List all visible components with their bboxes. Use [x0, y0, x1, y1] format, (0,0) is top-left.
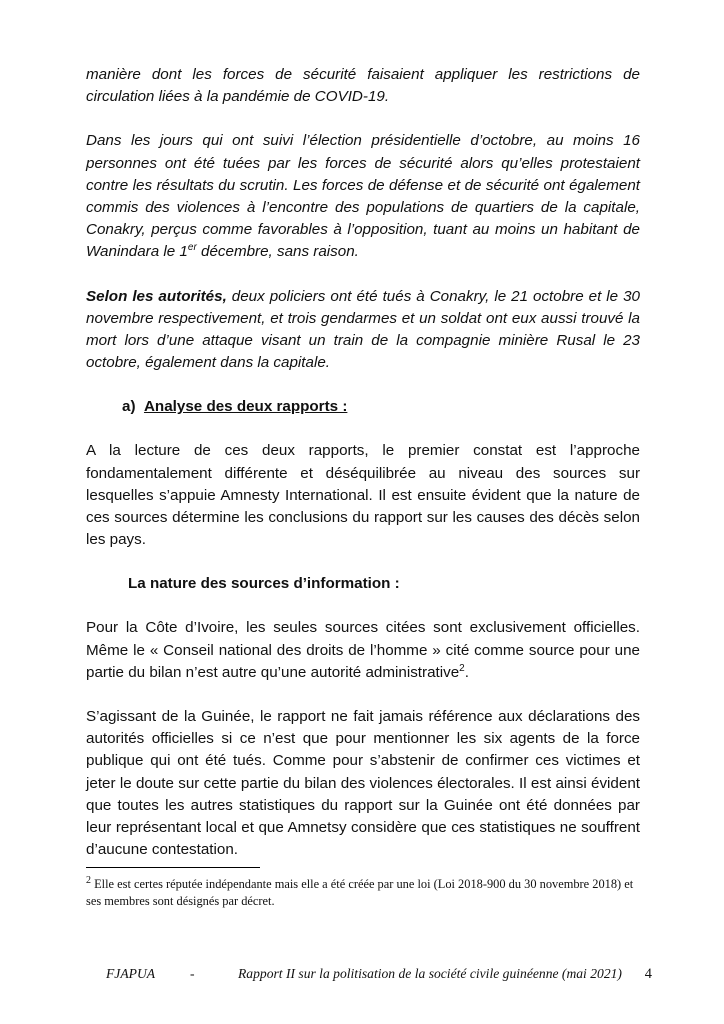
page-number: 4 [644, 966, 652, 982]
authorities-lead: Selon les autorités, [86, 287, 227, 305]
paragraph-guinee: S’agissant de la Guinée, le rapport ne fait jamais référence aux déclarations des autorités officielles si ce n’est que pour mentionner les six agents de la force publique qui ont été tués. Comme pour s’abstenir de confirmer ces victimes et jeter le doute sur cette partie du bilan des violences électorales. Il est ainsi évident que toutes les autres statistiques du rapport sur la Guinée ont été données par leur représentant local et que Amnetsy considère que ces statistiques ne souffrent d’aucune contestation. [86, 708, 640, 859]
page-footer [106, 966, 652, 983]
paragraph-covid-restrictions: manière dont les forces de sécurité faisaient appliquer les restrictions de circulation liées à la pandémie de COVID-19. [86, 66, 640, 106]
section-title: Analyse des deux rapports : [143, 398, 348, 416]
paragraph-cote-ivoire [86, 617, 640, 684]
paragraph-election-victims-text: Dans les jours qui ont suivi l’élection présidentielle d’octobre, au moins 16 personnes ont été tuées par les forces de sécurité alors qu’elles protestaient contre les résultats du scrutin. Les forces de défense et de sécurité ont également commis des violences à l’encontre des populations de quartiers de la capitale, Conakry, perçus comme favorables à l’opposition, tuant au moins un habitant de Wanindara le 1 [86, 132, 640, 261]
section-heading-analysis [122, 396, 640, 418]
section-marker: a) [122, 398, 136, 416]
footer-separator: - [190, 966, 195, 981]
footer-report-title: Rapport II sur la politisation de la société civile guinéenne (mai 2021) [238, 966, 622, 981]
superscript-er: er [187, 242, 197, 254]
authorities-text: deux policiers ont été tués à Conakry, le 21 octobre et le 30 novembre respectivement, et trois gendarmes et un soldat ont eux aussi trouvé la mort lors d’une attaque visant un train de la compagnie minière Rusal le 23 octobre, également dans la capitale. [86, 287, 640, 372]
paragraph-authorities [86, 286, 640, 375]
footnote-number: 2 [86, 874, 91, 886]
footnote-text: Elle est certes réputée indépendante mais elle a été créée par une loi (Loi 2018-900 du 30 novembre 2018) et ses membres sont désignés par décret. [86, 877, 634, 908]
footnote [86, 876, 640, 910]
footnote-separator [86, 867, 260, 868]
paragraph-analysis: A la lecture de ces deux rapports, le premier constat est l’approche fondamentalement différente et déséquilibrée au niveau des sources sur lesquelles s’appuie Amnesty International. Il est ensuite évident que la nature de ces sources détermine les conclusions du rapport sur les causes des décès selon les pays. [86, 442, 640, 549]
document-body [86, 64, 640, 861]
paragraph-election-victims-end: décembre, sans raison. [196, 243, 359, 261]
paragraph-cote-ivoire-end: . [464, 663, 469, 681]
paragraph-cote-ivoire-text: Pour la Côte d’Ivoire, les seules sources citées sont exclusivement officielles. Même le « Conseil national des droits de l’homme » cité comme source pour une partie du bilan n’est autre qu’une autorité administrative [86, 619, 640, 681]
paragraph-election-victims [86, 130, 640, 263]
footer-organization: FJAPUA [106, 966, 156, 981]
subsection-heading-sources: La nature des sources d’information : [128, 575, 400, 593]
footnote-reference: 2 [459, 662, 465, 674]
